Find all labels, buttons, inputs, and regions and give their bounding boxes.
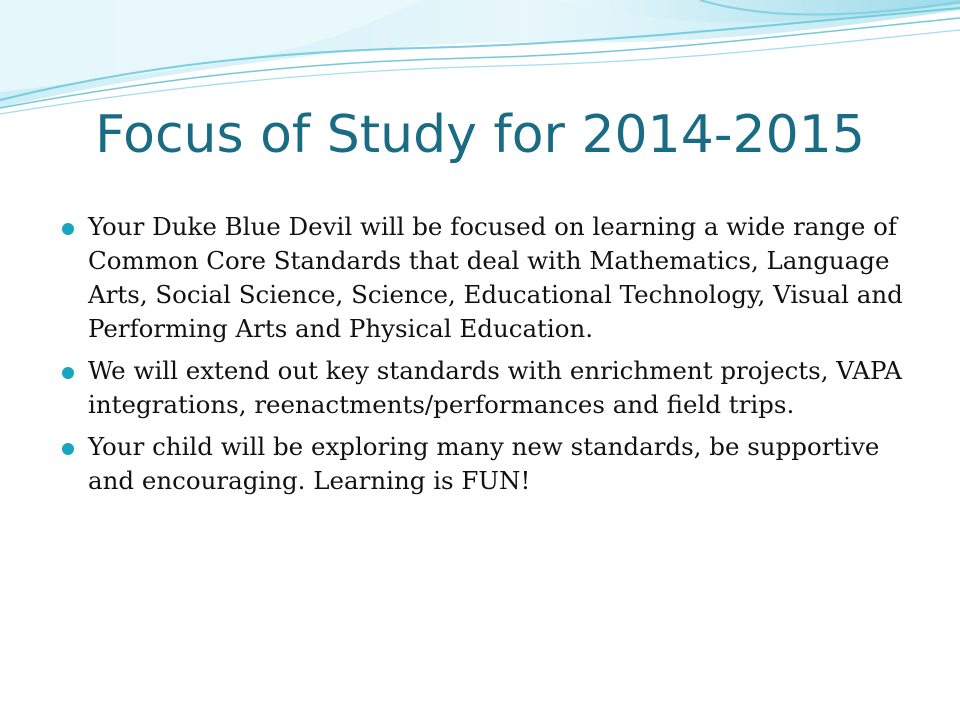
slide-title: Focus of Study for 2014-2015 xyxy=(95,105,865,165)
bullet-list xyxy=(60,210,910,506)
bullet-dot-icon xyxy=(62,367,74,379)
bullet-text: We will extend out key standards with enrichment projects, VAPA integrations, reenactments/performances and field trips. xyxy=(88,356,902,419)
bullet-dot-icon xyxy=(62,443,74,455)
bullet-item xyxy=(60,210,910,346)
bullet-item xyxy=(60,354,910,422)
bullet-text: Your Duke Blue Devil will be focused on learning a wide range of Common Core Standards that deal with Mathematics, Language Arts, Social Science, Science, Educational Technology, Visual and Performing Arts and Physical Education. xyxy=(88,212,903,343)
bullet-item xyxy=(60,430,910,498)
bullet-dot-icon xyxy=(62,223,74,235)
bullet-text: Your child will be exploring many new standards, be supportive and encouraging. Learning is FUN! xyxy=(88,432,880,495)
